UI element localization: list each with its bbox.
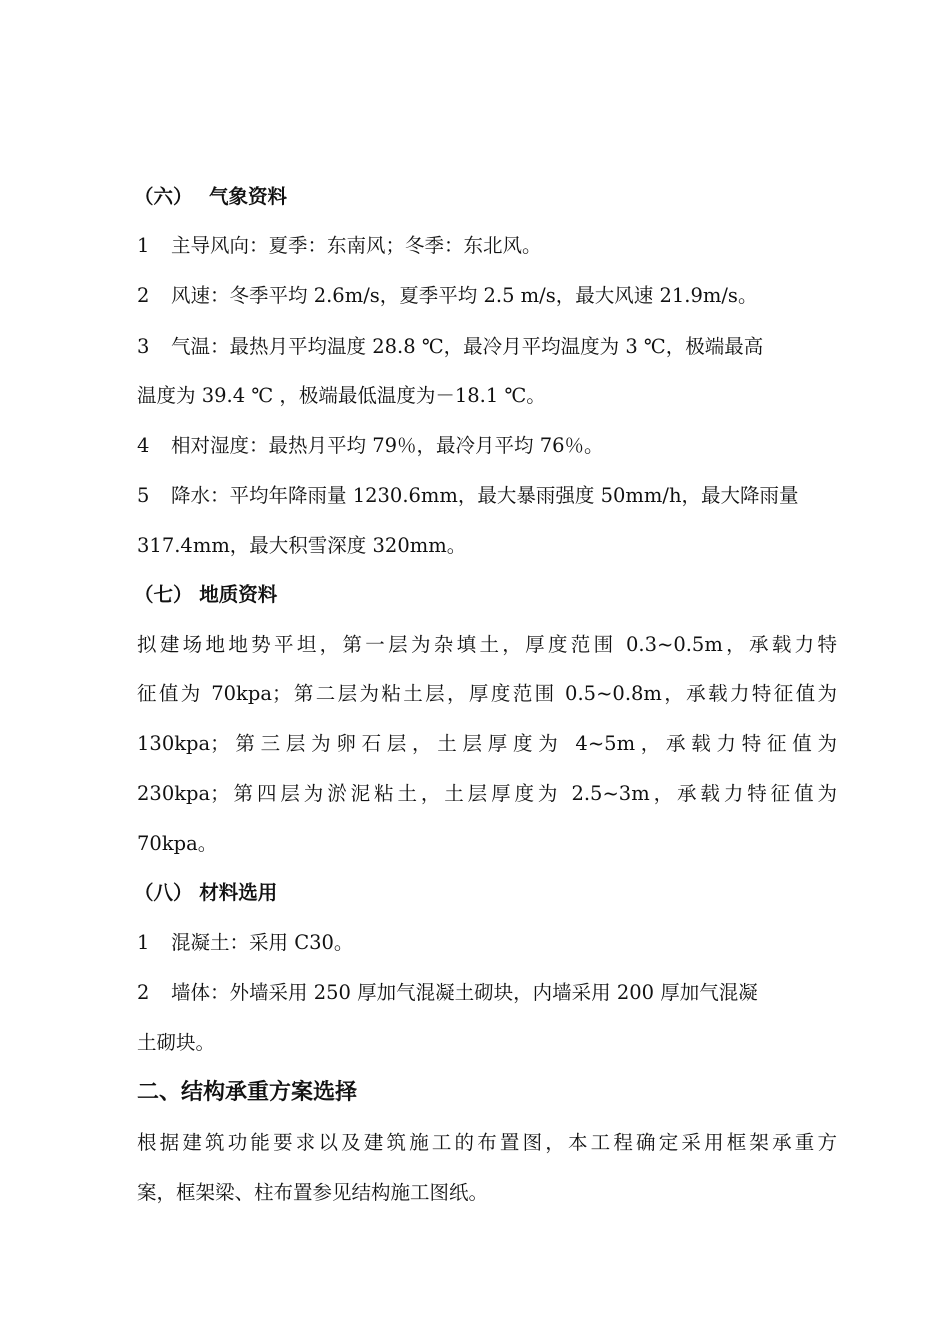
item-number: 3 <box>137 335 150 358</box>
list-item <box>137 283 837 309</box>
paragraph-line: 拟建场地地势平坦，第一层为杂填土，厚度范围 0.3~0.5m，承载力特 <box>137 633 837 656</box>
list-item <box>137 433 837 459</box>
item-number: 2 <box>137 981 150 1004</box>
paragraph-line: 征值为 70kpa；第二层为粘土层，厚度范围 0.5~0.8m，承载力特征值为 <box>137 682 837 705</box>
list-item <box>137 930 837 956</box>
item-continuation: 土砌块。 <box>137 1031 216 1054</box>
item-text: 相对湿度：最热月平均 79％，最冷月平均 76％。 <box>171 434 604 457</box>
list-item <box>137 483 837 509</box>
item-text: 主导风向：夏季：东南风；冬季：东北风。 <box>171 234 542 257</box>
paragraph-line: 案，框架梁、柱布置参见结构施工图纸。 <box>137 1181 489 1204</box>
paragraph-line: 130kpa；第三层为卵石层，土层厚度为 4~5m，承载力特征值为 <box>137 732 837 755</box>
item-number: 4 <box>137 434 150 457</box>
section-heading-materials: （八） 材料选用 <box>134 881 278 904</box>
item-number: 5 <box>137 484 150 507</box>
item-number: 1 <box>137 931 150 954</box>
item-number: 1 <box>137 234 150 257</box>
item-text: 混凝土：采用 C30。 <box>171 931 354 954</box>
item-text: 降水：平均年降雨量 1230.6mm，最大暴雨强度 50mm/h，最大降雨量 <box>171 484 799 507</box>
item-text: 风速：冬季平均 2.6m/s，夏季平均 2.5 m/s，最大风速 21.9m/s。 <box>171 284 758 307</box>
item-text: 气温：最热月平均温度 28.8 ℃，最冷月平均温度为 3 ℃，极端最高 <box>171 335 764 358</box>
item-continuation: 317.4mm，最大积雪深度 320mm。 <box>137 534 467 557</box>
chapter-heading: 二、结构承重方案选择 <box>137 1080 358 1105</box>
item-text: 墙体：外墙采用 250 厚加气混凝土砌块，内墙采用 200 厚加气混凝 <box>171 981 758 1004</box>
item-continuation: 温度为 39.4 ℃ ，极端最低温度为－18.1 ℃。 <box>137 384 546 407</box>
section-heading-geology: （七） 地质资料 <box>134 583 278 606</box>
list-item <box>137 334 837 360</box>
paragraph-line: 230kpa；第四层为淤泥粘土，土层厚度为 2.5~3m，承载力特征值为 <box>137 782 837 805</box>
item-number: 2 <box>137 284 150 307</box>
list-item <box>137 980 837 1006</box>
list-item <box>137 233 837 259</box>
section-heading-weather: （六） 气象资料 <box>134 185 288 208</box>
paragraph-line: 70kpa。 <box>137 832 218 855</box>
paragraph-line: 根据建筑功能要求以及建筑施工的布置图，本工程确定采用框架承重方 <box>137 1131 837 1154</box>
